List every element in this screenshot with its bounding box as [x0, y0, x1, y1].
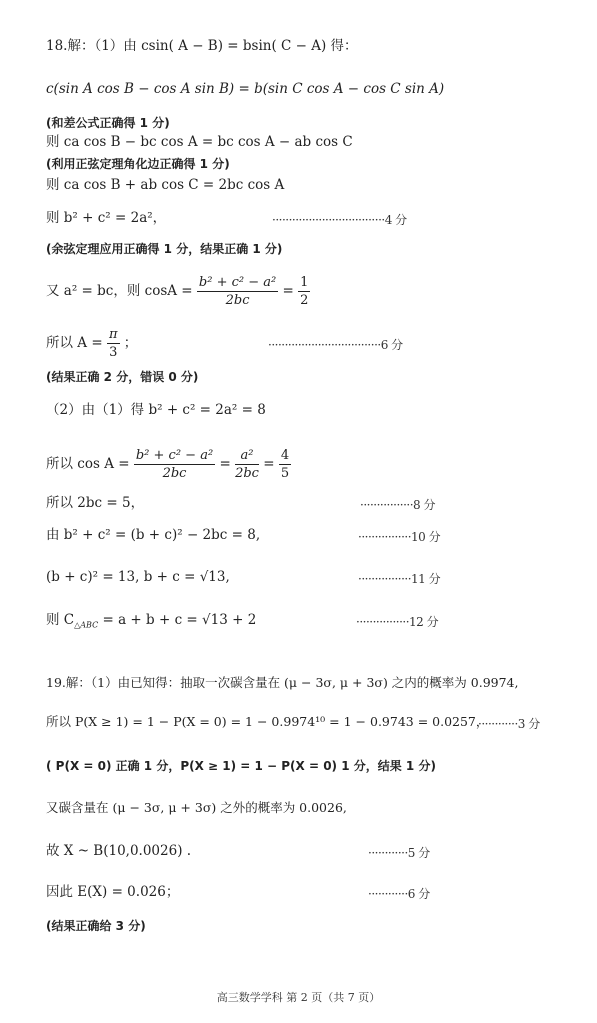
- half-numerator: 1: [300, 275, 309, 290]
- half-denominator: 2: [300, 293, 309, 308]
- q18-note3: (余弦定理应用正确得 1 分，结果正确 1 分): [46, 242, 283, 256]
- pi-fraction: [107, 326, 120, 361]
- score-11: ················11 分: [358, 572, 441, 586]
- q18-cos-line: 又 a² = bc，则 cosA = $\frac{\text{b² + c² − a²}}{2bc}$ = $\frac{1}{2}$: [46, 275, 309, 308]
- cos-fraction-numerator: b² + c² − a²: [198, 275, 277, 290]
- a2-fraction: [235, 447, 259, 482]
- four-fifths-fraction: [279, 447, 291, 482]
- q19-note2: (结果正确给 3 分): [46, 919, 146, 933]
- q18-then2: 则 ca cos B + ab cos C = 2bc cos A: [46, 177, 285, 193]
- q18-2bc: 所以 2bc = 5，: [46, 495, 145, 511]
- q18-cosA-line: 所以 cos A = $\frac{\text{b² + c² − a²}}{2bc}$ = $\frac{\text{a²}}{2bc}$ = $\frac{4}{5}$: [46, 448, 290, 481]
- q18-header: 18.解：（1）由 csin( A − B) = bsin( C − A) 得：: [46, 38, 358, 54]
- q18-cosA-text: 所以 cos A =: [46, 456, 130, 472]
- half-fraction: [298, 274, 310, 309]
- cos-fraction: [197, 274, 278, 309]
- q19-note1: ( P(X = 0) 正确 1 分，P(X ≥ 1) = 1 − P(X = 0) 1 分，结果 1 分): [46, 759, 436, 773]
- score-6a: ··································6 分: [268, 338, 403, 352]
- q18-so-A-text: 所以 A =: [46, 335, 103, 351]
- a2-denominator: 2bc: [235, 466, 259, 481]
- q19-header: 19.解：（1）由已知得：抽取一次碳含量在 (μ − 3σ, μ + 3σ) 之内的概率为 0.9974,: [46, 675, 519, 690]
- five-denominator: 5: [280, 466, 290, 481]
- cos2-numerator: b² + c² − a²: [135, 448, 214, 463]
- q18-bc: (b + c)² = 13, b + c = √13,: [46, 569, 230, 585]
- q18-C-text: 则 C: [46, 612, 75, 628]
- q18-expand: c(sin A cos B − cos A sin B) = b(sin C cos A − cos C sin A): [46, 81, 445, 97]
- q19-P: 所以 P(X ≥ 1) = 1 − P(X = 0) = 1 − 0.9974¹⁰ = 1 − 0.9743 = 0.0257，: [46, 714, 489, 729]
- pi-denominator: 3: [109, 345, 118, 360]
- score-10: ················10 分: [358, 530, 441, 544]
- q18-from: 由 b² + c² = (b + c)² − 2bc = 8,: [46, 527, 261, 543]
- score-6b: ············6 分: [368, 887, 430, 901]
- pi-numerator: π: [108, 327, 118, 342]
- q18-then3: 则 b² + c² = 2a²，: [46, 210, 167, 226]
- four-numerator: 4: [280, 448, 290, 463]
- score-5: ············5 分: [368, 846, 430, 860]
- cos2-fraction: [134, 447, 215, 482]
- q18-part2: （2）由（1）得 b² + c² = 2a² = 8: [46, 402, 266, 418]
- q19-E: 因此 E(X) = 0.026；: [46, 884, 180, 900]
- cos-fraction-denominator: 2bc: [225, 293, 250, 308]
- score-4: ··································4 分: [272, 213, 407, 227]
- score-3: ············3 分: [478, 717, 540, 731]
- q18-C-rest: = a + b + c = √13 + 2: [98, 612, 257, 628]
- q18-note2: (利用正弦定理角化边正确得 1 分): [46, 157, 230, 171]
- q19-out: 又碳含量在 (μ − 3σ, μ + 3σ) 之外的概率为 0.0026,: [46, 800, 347, 815]
- cos2-denominator: 2bc: [162, 466, 187, 481]
- score-8: ················8 分: [360, 498, 435, 512]
- a2-numerator: a²: [235, 447, 259, 465]
- q18-note4: (结果正确 2 分，错误 0 分): [46, 370, 199, 384]
- q18-so-A-line: [46, 326, 137, 361]
- q18-also-text: 又 a² = bc，则 cosA =: [46, 283, 193, 299]
- q18-note1: (和差公式正确得 1 分): [46, 116, 170, 130]
- q18-then1: 则 ca cos B − bc cos A = bc cos A − ab cos C: [46, 134, 353, 150]
- semicolon: ；: [123, 335, 138, 351]
- q19-B: 故 X ~ B(10,0.0026) .: [46, 843, 192, 859]
- q18-C-line: [46, 611, 256, 635]
- page-footer: 高三数学学科 第 2 页（共 7 页）: [216, 991, 381, 1004]
- score-12: ················12 分: [356, 615, 439, 629]
- q18-C-sub: △ABC: [74, 620, 99, 630]
